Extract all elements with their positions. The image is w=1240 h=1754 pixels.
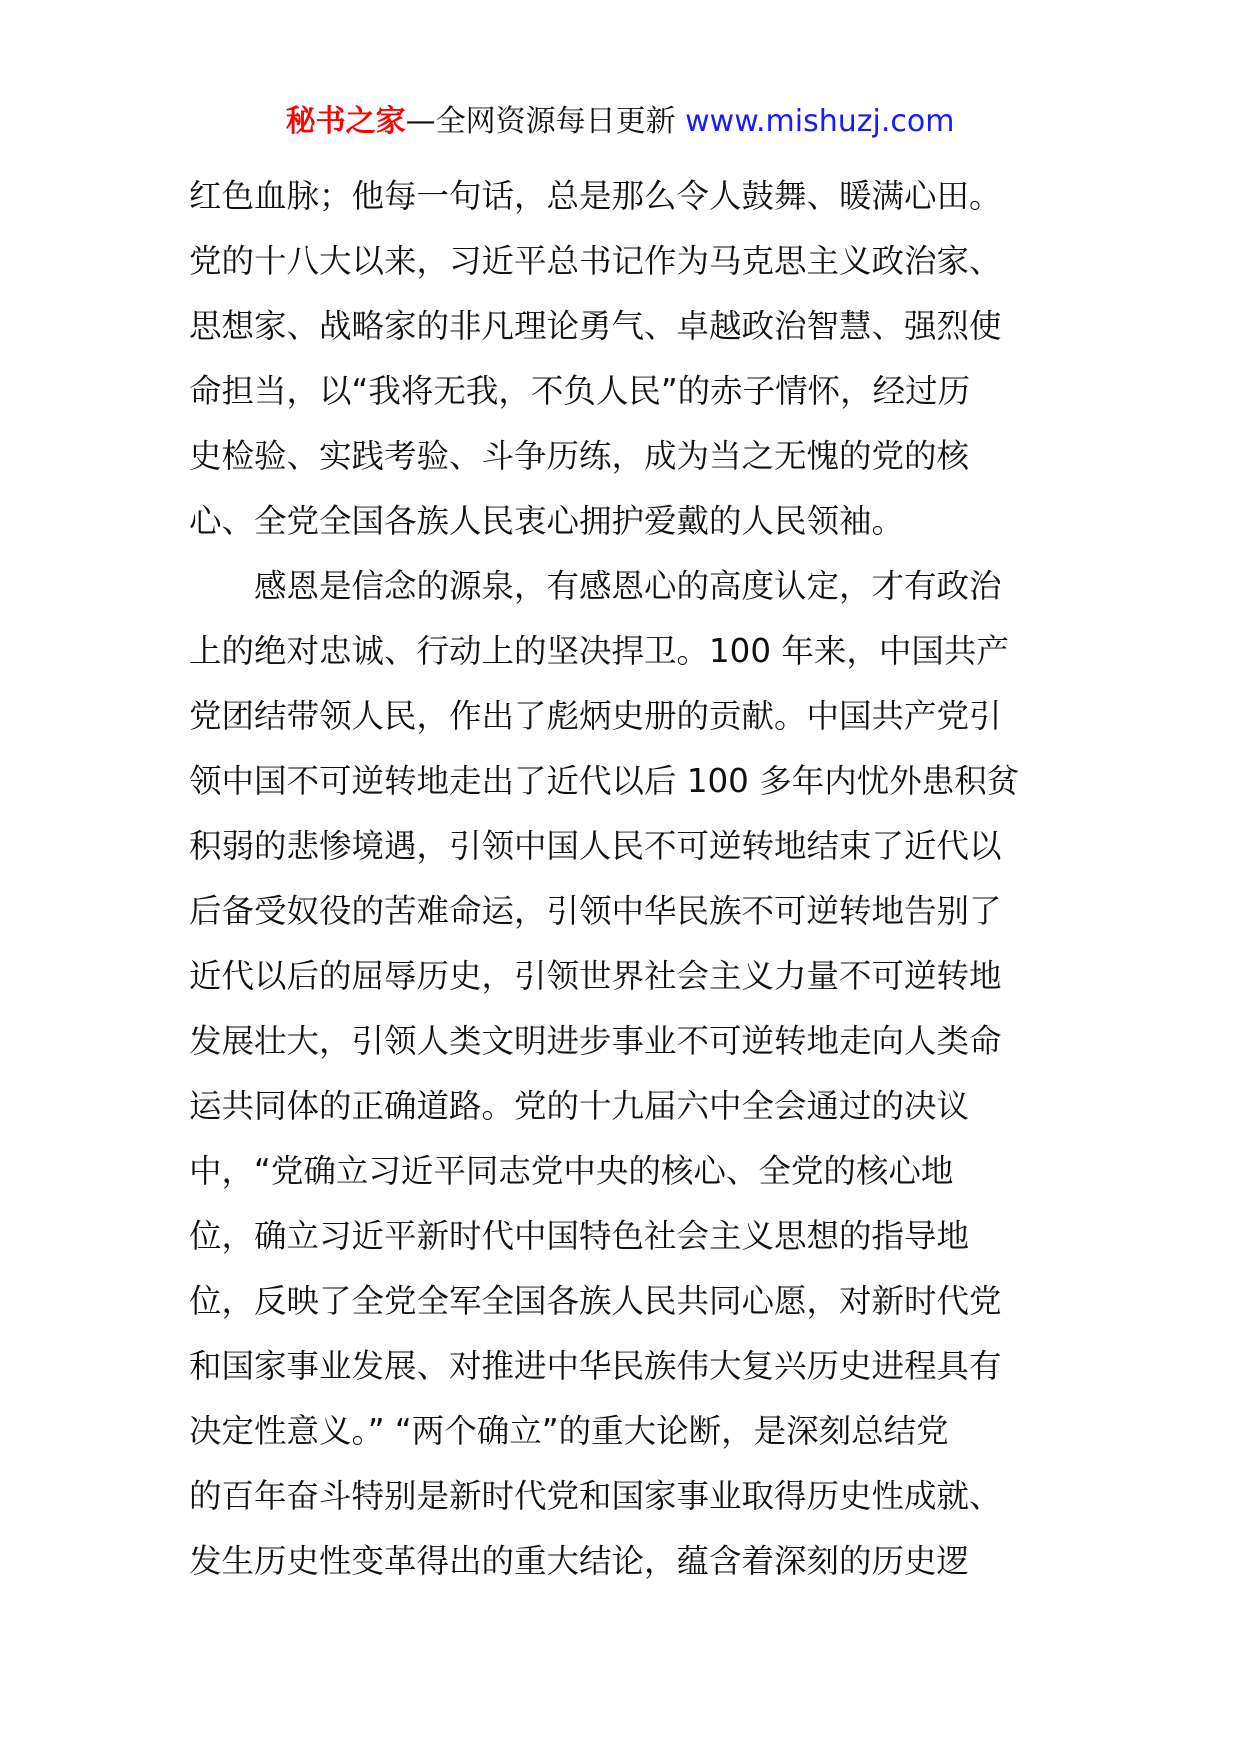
text-line: 积弱的悲惨境遇，引领中国人民不可逆转地结束了近代以 bbox=[189, 827, 1002, 865]
text-line: 发生历史性变革得出的重大结论，蕴含着深刻的历史逻 bbox=[189, 1542, 970, 1580]
text-line: 近代以后的屈辱历史，引领世界社会主义力量不可逆转地 bbox=[189, 957, 1002, 995]
text-line: 思想家、战略家的非凡理论勇气、卓越政治智慧、强烈使 bbox=[189, 307, 1002, 345]
text-line: 红色血脉；他每一句话，总是那么令人鼓舞、暖满心田。 bbox=[189, 177, 1002, 215]
text-line: 心、全党全国各族人民衷心拥护爱戴的人民领袖。 bbox=[189, 502, 905, 540]
text-line: 党团结带领人民，作出了彪炳史册的贡献。中国共产党引 bbox=[189, 697, 1002, 735]
header-tagline: —全网资源每日更新 bbox=[405, 104, 676, 139]
text-line: 党的十八大以来，习近平总书记作为马克思主义政治家、 bbox=[189, 242, 1002, 280]
text-line: 命担当，以“我将无我，不负人民”的赤子情怀，经过历 bbox=[189, 372, 971, 410]
site-url-link[interactable]: www.mishuzj.com bbox=[685, 104, 955, 139]
text-line: 后备受奴役的苦难命运，引领中华民族不可逆转地告别了 bbox=[189, 892, 1002, 930]
text-line: 位，反映了全党全军全国各族人民共同心愿，对新时代党 bbox=[189, 1282, 1002, 1320]
brand-name: 秘书之家 bbox=[285, 104, 406, 139]
text-line: 运共同体的正确道路。党的十九届六中全会通过的决议 bbox=[189, 1087, 970, 1125]
text-line: 决定性意义。” “两个确立”的重大论断，是深刻总结党 bbox=[189, 1412, 949, 1450]
document-body bbox=[189, 164, 1059, 1594]
text-line: 中，“党确立习近平同志党中央的核心、全党的核心地 bbox=[189, 1152, 954, 1190]
text-line: 的百年奋斗特别是新时代党和国家事业取得历史性成就、 bbox=[189, 1477, 1002, 1515]
site-header bbox=[0, 102, 1240, 142]
text-line: 和国家事业发展、对推进中华民族伟大复兴历史进程具有 bbox=[189, 1347, 1002, 1385]
paragraph-first-line: 感恩是信念的源泉，有感恩心的高度认定，才有政治 bbox=[254, 567, 1002, 605]
text-line: 史检验、实践考验、斗争历练，成为当之无愧的党的核 bbox=[189, 437, 970, 475]
text-line: 上的绝对忠诚、行动上的坚决捍卫。100 年来，中国共产 bbox=[189, 632, 1009, 670]
text-line: 发展壮大，引领人类文明进步事业不可逆转地走向人类命 bbox=[189, 1022, 1002, 1060]
text-line: 领中国不可逆转地走出了近代以后 100 多年内忧外患积贫 bbox=[189, 762, 1020, 800]
text-line: 位，确立习近平新时代中国特色社会主义思想的指导地 bbox=[189, 1217, 970, 1255]
